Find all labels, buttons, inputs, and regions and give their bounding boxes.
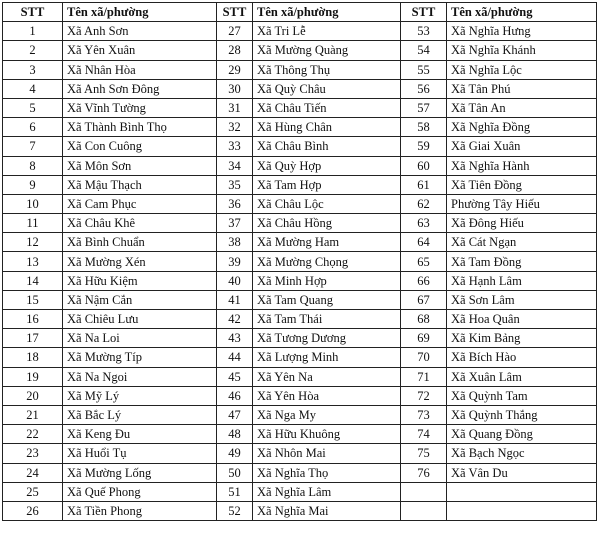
stt-cell: 8 (3, 156, 63, 175)
commune-name-cell: Xã Nghĩa Hưng (447, 22, 597, 41)
commune-name-cell: Xã Bắc Lý (63, 405, 217, 424)
table-row (3, 98, 597, 117)
stt-cell: 26 (3, 501, 63, 520)
commune-name-cell: Xã Nghĩa Thọ (253, 463, 401, 482)
stt-cell: 59 (401, 137, 447, 156)
stt-cell: 68 (401, 310, 447, 329)
commune-name-cell: Xã Tiền Phong (63, 501, 217, 520)
stt-cell: 52 (217, 501, 253, 520)
commune-name-cell: Xã Lượng Minh (253, 348, 401, 367)
commune-name-cell: Xã Nghĩa Lâm (253, 482, 401, 501)
table-row (3, 252, 597, 271)
stt-cell: 5 (3, 98, 63, 117)
commune-name-cell: Xã Quỳ Hợp (253, 156, 401, 175)
stt-header: STT (3, 3, 63, 22)
commune-name-cell: Xã Giai Xuân (447, 137, 597, 156)
commune-name-cell: Xã Nhôn Mai (253, 444, 401, 463)
commune-name-cell: Xã Con Cuông (63, 137, 217, 156)
stt-cell: 75 (401, 444, 447, 463)
table-row (3, 405, 597, 424)
commune-name-cell: Phường Tây Hiếu (447, 194, 597, 213)
stt-cell: 35 (217, 175, 253, 194)
stt-cell: 28 (217, 41, 253, 60)
commune-name-cell: Xã Na Ngoi (63, 367, 217, 386)
stt-cell: 16 (3, 310, 63, 329)
stt-cell: 60 (401, 156, 447, 175)
stt-cell: 72 (401, 386, 447, 405)
communes-table (2, 2, 597, 521)
stt-cell: 45 (217, 367, 253, 386)
name-header: Tên xã/phường (63, 3, 217, 22)
commune-name-cell: Xã Quỳnh Tam (447, 386, 597, 405)
stt-cell: 38 (217, 233, 253, 252)
commune-name-cell: Xã Mường Quàng (253, 41, 401, 60)
commune-name-cell: Xã Chiêu Lưu (63, 310, 217, 329)
stt-cell: 31 (217, 98, 253, 117)
stt-cell: 9 (3, 175, 63, 194)
name-header: Tên xã/phường (447, 3, 597, 22)
stt-header: STT (401, 3, 447, 22)
commune-name-cell: Xã Sơn Lâm (447, 290, 597, 309)
commune-name-cell: Xã Mường Xén (63, 252, 217, 271)
table-body (3, 22, 597, 521)
stt-cell: 73 (401, 405, 447, 424)
commune-name-cell: Xã Xuân Lâm (447, 367, 597, 386)
stt-cell: 55 (401, 60, 447, 79)
commune-name-cell: Xã Châu Khê (63, 214, 217, 233)
commune-name-cell (447, 501, 597, 520)
stt-cell: 11 (3, 214, 63, 233)
table-row (3, 175, 597, 194)
commune-name-cell: Xã Quế Phong (63, 482, 217, 501)
stt-cell: 34 (217, 156, 253, 175)
commune-name-cell: Xã Châu Bình (253, 137, 401, 156)
commune-name-cell: Xã Quỳ Châu (253, 79, 401, 98)
stt-cell: 37 (217, 214, 253, 233)
stt-cell: 13 (3, 252, 63, 271)
commune-name-cell: Xã Mường Lống (63, 463, 217, 482)
commune-name-cell: Xã Hùng Chân (253, 118, 401, 137)
stt-cell: 20 (3, 386, 63, 405)
table-row (3, 79, 597, 98)
commune-name-cell: Xã Môn Sơn (63, 156, 217, 175)
stt-cell: 41 (217, 290, 253, 309)
commune-name-cell: Xã Mường Ham (253, 233, 401, 252)
stt-cell: 21 (3, 405, 63, 424)
stt-cell: 67 (401, 290, 447, 309)
stt-cell (401, 482, 447, 501)
table-row (3, 60, 597, 79)
commune-name-cell: Xã Châu Tiến (253, 98, 401, 117)
header-row (3, 3, 597, 22)
commune-name-cell: Xã Quang Đồng (447, 425, 597, 444)
table-row (3, 463, 597, 482)
table-row (3, 22, 597, 41)
commune-name-cell: Xã Nghĩa Khánh (447, 41, 597, 60)
stt-cell: 40 (217, 271, 253, 290)
commune-name-cell (447, 482, 597, 501)
stt-cell: 33 (217, 137, 253, 156)
commune-name-cell: Xã Nậm Cắn (63, 290, 217, 309)
commune-name-cell: Xã Nghĩa Mai (253, 501, 401, 520)
commune-name-cell: Xã Nghĩa Hành (447, 156, 597, 175)
stt-cell: 39 (217, 252, 253, 271)
stt-cell: 66 (401, 271, 447, 290)
stt-cell: 19 (3, 367, 63, 386)
stt-cell: 32 (217, 118, 253, 137)
stt-cell: 46 (217, 386, 253, 405)
commune-name-cell: Xã Yên Xuân (63, 41, 217, 60)
table-row (3, 137, 597, 156)
commune-name-cell: Xã Bình Chuẩn (63, 233, 217, 252)
commune-name-cell: Xã Hữu Kiệm (63, 271, 217, 290)
commune-name-cell: Xã Tân An (447, 98, 597, 117)
stt-cell: 12 (3, 233, 63, 252)
commune-name-cell: Xã Tam Quang (253, 290, 401, 309)
commune-name-cell: Xã Hạnh Lâm (447, 271, 597, 290)
stt-cell: 54 (401, 41, 447, 60)
table-row (3, 310, 597, 329)
commune-name-cell: Xã Thông Thụ (253, 60, 401, 79)
stt-cell: 36 (217, 194, 253, 213)
stt-cell: 63 (401, 214, 447, 233)
table-row (3, 329, 597, 348)
stt-cell: 4 (3, 79, 63, 98)
commune-name-cell: Xã Minh Hợp (253, 271, 401, 290)
stt-cell: 47 (217, 405, 253, 424)
commune-name-cell: Xã Mậu Thạch (63, 175, 217, 194)
stt-cell: 7 (3, 137, 63, 156)
stt-cell: 49 (217, 444, 253, 463)
commune-name-cell: Xã Quỳnh Thắng (447, 405, 597, 424)
commune-name-cell: Xã Mỹ Lý (63, 386, 217, 405)
stt-cell: 27 (217, 22, 253, 41)
commune-name-cell: Xã Vĩnh Tường (63, 98, 217, 117)
commune-name-cell: Xã Anh Sơn (63, 22, 217, 41)
stt-cell: 10 (3, 194, 63, 213)
commune-name-cell: Xã Tam Thái (253, 310, 401, 329)
table-row (3, 156, 597, 175)
stt-cell: 24 (3, 463, 63, 482)
table-row (3, 118, 597, 137)
stt-cell: 44 (217, 348, 253, 367)
stt-cell: 23 (3, 444, 63, 463)
table-row (3, 425, 597, 444)
stt-cell: 18 (3, 348, 63, 367)
stt-cell: 76 (401, 463, 447, 482)
stt-cell: 29 (217, 60, 253, 79)
commune-name-cell: Xã Hoa Quân (447, 310, 597, 329)
commune-name-cell: Xã Thành Bình Thọ (63, 118, 217, 137)
table-row (3, 501, 597, 520)
table-row (3, 271, 597, 290)
table-row (3, 214, 597, 233)
stt-cell: 14 (3, 271, 63, 290)
commune-name-cell: Xã Cam Phục (63, 194, 217, 213)
stt-cell: 70 (401, 348, 447, 367)
stt-cell: 57 (401, 98, 447, 117)
commune-name-cell: Xã Mường Chọng (253, 252, 401, 271)
commune-name-cell: Xã Vân Du (447, 463, 597, 482)
stt-cell: 1 (3, 22, 63, 41)
table-row (3, 41, 597, 60)
commune-name-cell: Xã Bích Hào (447, 348, 597, 367)
commune-name-cell: Xã Mường Típ (63, 348, 217, 367)
commune-name-cell: Xã Yên Na (253, 367, 401, 386)
commune-name-cell: Xã Keng Đu (63, 425, 217, 444)
commune-name-cell: Xã Đông Hiếu (447, 214, 597, 233)
commune-name-cell: Xã Tam Hợp (253, 175, 401, 194)
stt-cell: 50 (217, 463, 253, 482)
stt-cell: 42 (217, 310, 253, 329)
table-row (3, 367, 597, 386)
stt-cell: 61 (401, 175, 447, 194)
commune-name-cell: Xã Yên Hòa (253, 386, 401, 405)
stt-cell: 58 (401, 118, 447, 137)
commune-name-cell: Xã Nghĩa Lộc (447, 60, 597, 79)
stt-cell: 71 (401, 367, 447, 386)
stt-cell: 17 (3, 329, 63, 348)
commune-name-cell: Xã Cát Ngạn (447, 233, 597, 252)
commune-name-cell: Xã Châu Lộc (253, 194, 401, 213)
stt-cell: 30 (217, 79, 253, 98)
commune-name-cell: Xã Bạch Ngọc (447, 444, 597, 463)
stt-cell: 69 (401, 329, 447, 348)
commune-name-cell: Xã Tân Phú (447, 79, 597, 98)
stt-cell: 62 (401, 194, 447, 213)
stt-cell: 56 (401, 79, 447, 98)
stt-cell: 15 (3, 290, 63, 309)
stt-cell: 6 (3, 118, 63, 137)
commune-name-cell: Xã Nghĩa Đồng (447, 118, 597, 137)
table-row (3, 194, 597, 213)
name-header: Tên xã/phường (253, 3, 401, 22)
stt-cell (401, 501, 447, 520)
table-row (3, 233, 597, 252)
commune-name-cell: Xã Hữu Khuông (253, 425, 401, 444)
stt-cell: 2 (3, 41, 63, 60)
stt-cell: 53 (401, 22, 447, 41)
commune-name-cell: Xã Nhân Hòa (63, 60, 217, 79)
stt-cell: 65 (401, 252, 447, 271)
commune-name-cell: Xã Anh Sơn Đông (63, 79, 217, 98)
table-row (3, 482, 597, 501)
table-row (3, 290, 597, 309)
stt-cell: 25 (3, 482, 63, 501)
stt-cell: 74 (401, 425, 447, 444)
commune-name-cell: Xã Kim Bảng (447, 329, 597, 348)
table-row (3, 348, 597, 367)
stt-header: STT (217, 3, 253, 22)
table-row (3, 444, 597, 463)
stt-cell: 3 (3, 60, 63, 79)
commune-name-cell: Xã Huổi Tụ (63, 444, 217, 463)
stt-cell: 64 (401, 233, 447, 252)
commune-name-cell: Xã Tam Đồng (447, 252, 597, 271)
stt-cell: 51 (217, 482, 253, 501)
table-row (3, 386, 597, 405)
commune-name-cell: Xã Tiên Đồng (447, 175, 597, 194)
commune-name-cell: Xã Châu Hồng (253, 214, 401, 233)
stt-cell: 48 (217, 425, 253, 444)
commune-name-cell: Xã Nga My (253, 405, 401, 424)
commune-name-cell: Xã Na Loi (63, 329, 217, 348)
stt-cell: 22 (3, 425, 63, 444)
commune-name-cell: Xã Tri Lễ (253, 22, 401, 41)
commune-name-cell: Xã Tương Dương (253, 329, 401, 348)
stt-cell: 43 (217, 329, 253, 348)
